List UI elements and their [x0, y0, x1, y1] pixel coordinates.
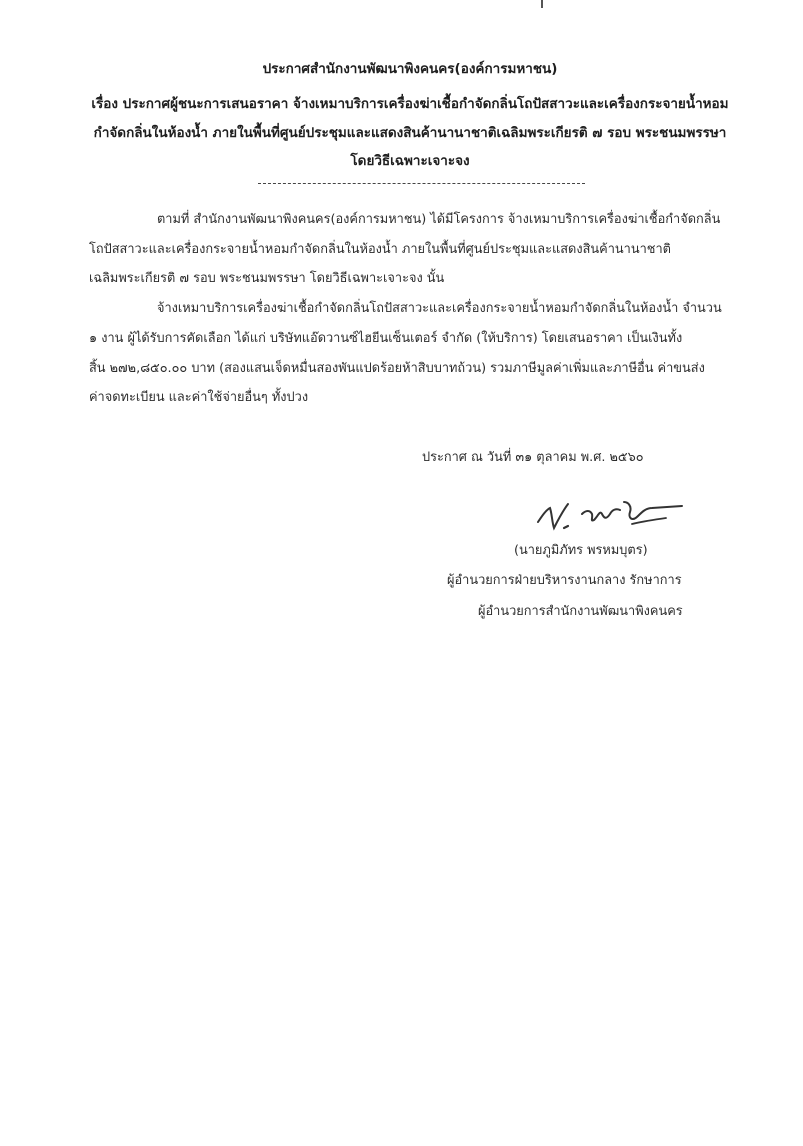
paragraph-1-line-3: เฉลิมพระเกียรติ ๗ รอบ พระชนมพรรษา โดยวิธีเฉพาะเจาะจง นั้น [89, 271, 445, 286]
document-title: ประกาศสำนักงานพัฒนาพิงคนคร(องค์การมหาชน) [262, 61, 558, 77]
paragraph-2-line-3: สิ้น ๒๗๒,๘๕๐.๐๐ บาท (สองแสนเจ็ดหมื่นสองพันแปดร้อยห้าสิบบาทถ้วน) รวมภาษีมูลค่าเพิ่มและภาษีอื่น ค่าขนส่ง [89, 361, 705, 376]
paragraph-2-line-2: ๑ งาน ผู้ได้รับการคัดเลือก ได้แก่ บริษัทแอ๊ดวานซ์ไฮยีนเซ็นเตอร์ จำกัด (ให้บริการ) โดยเสนอราคา เป็นเงินทั้ง [89, 331, 683, 346]
signature-image [532, 494, 692, 540]
subject-line-3: โดยวิธีเฉพาะเจาะจง [350, 153, 470, 169]
signatory-title-2: ผู้อำนวยการสำนักงานพัฒนาพิงคนคร [478, 604, 683, 619]
subject-line-2: กำจัดกลิ่นในห้องน้ำ ภายในพื้นที่ศูนย์ประชุมและแสดงสินค้านานาชาติเฉลิมพระเกียรติ ๗ รอบ พระชนมพรรษา [93, 125, 727, 141]
signatory-name: (นายภูมิภัทร พรหมบุตร) [514, 543, 648, 558]
paragraph-2-line-4: ค่าจดทะเบียน และค่าใช้จ่ายอื่นๆ ทั้งปวง [89, 390, 309, 405]
subject-line-1: เรื่อง ประกาศผู้ชนะการเสนอราคา จ้างเหมาบริการเครื่องฆ่าเชื้อกำจัดกลิ่นโถปัสสาวะและเครื่องกระจายน้ำหอม [91, 96, 729, 112]
announce-date: ประกาศ ณ วันที่ ๓๑ ตุลาคม พ.ศ. ๒๕๖๐ [422, 450, 644, 465]
paragraph-2-line-1: จ้างเหมาบริการเครื่องฆ่าเชื้อกำจัดกลิ่นโถปัสสาวะและเครื่องกระจายน้ำหอมกำจัดกลิ่นในห้องน้ำ จำนวน [157, 301, 722, 316]
signatory-title-1: ผู้อำนวยการฝ่ายบริหารงานกลาง รักษาการ [447, 573, 682, 588]
divider [258, 183, 585, 184]
scan-mark [541, 0, 543, 8]
paragraph-1-line-2: โถปัสสาวะและเครื่องกระจายน้ำหอมกำจัดกลิ่นในห้องน้ำ ภายในพื้นที่ศูนย์ประชุมและแสดงสินค้านานาชาติ [89, 242, 671, 257]
paragraph-1-line-1: ตามที่ สำนักงานพัฒนาพิงคนคร(องค์การมหาชน) ได้มีโครงการ จ้างเหมาบริการเครื่องฆ่าเชื้อกำจัดกลิ่น [157, 212, 721, 227]
